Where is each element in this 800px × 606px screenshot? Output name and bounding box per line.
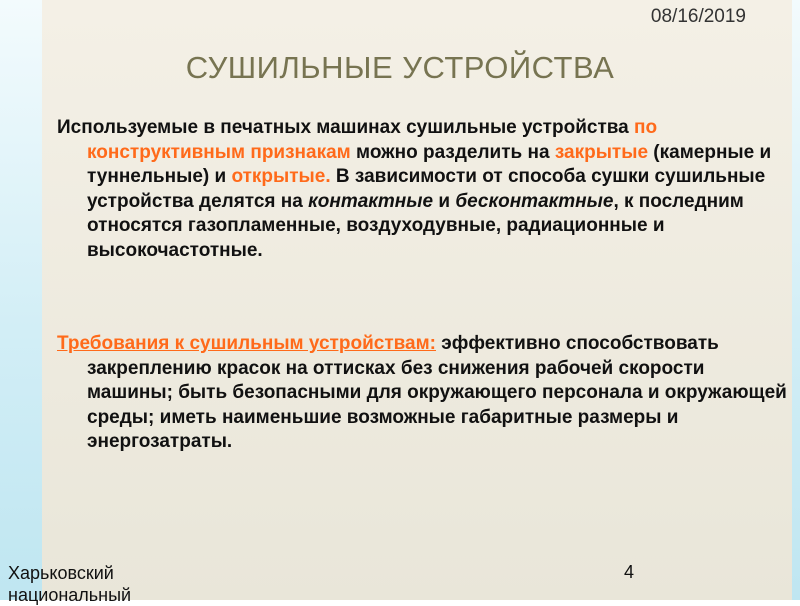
paragraph-drying-classification: [57, 116, 787, 263]
slide-title: СУШИЛЬНЫЕ УСТРОЙСТВА: [185, 50, 615, 85]
italic-contact: контактные: [308, 190, 434, 212]
text: , к последним относятся газопламенные, воздуходувные, радиационные и высокочастотные.: [87, 190, 744, 261]
highlight-constructive: по конструктивным признакам: [87, 117, 658, 163]
footer-line-1: Харьковский: [8, 563, 114, 583]
highlight-requirements: Требования к сушильным устройствам:: [57, 333, 436, 354]
text: эффективно способствовать закреплению красок на оттисках без снижения рабочей скорости машины; быть безопасными для окружающего персонала и окружающей среды; иметь наименьшие возможные габаритные размеры и энергозатраты.: [87, 333, 787, 452]
page-number: 4: [624, 562, 635, 582]
italic-contactless: бесконтактные: [455, 190, 614, 212]
highlight-open: открытые.: [231, 166, 331, 187]
highlight-closed: закрытые: [554, 141, 649, 163]
slide-date: 08/16/2019: [650, 6, 746, 27]
text: Используемые в печатных машинах сушильные устройства: [57, 117, 635, 138]
content-panel: [42, 0, 792, 600]
text: можно разделить на: [350, 141, 555, 163]
paragraph-requirements: [57, 332, 787, 455]
text: В зависимости от способа сушки сушильные устройства делятся на: [87, 166, 766, 212]
text: (камерные и туннельные) и: [87, 141, 772, 187]
footer-line-2: национальный: [8, 585, 132, 605]
text: и: [433, 190, 456, 212]
footer-organization: [8, 562, 208, 606]
